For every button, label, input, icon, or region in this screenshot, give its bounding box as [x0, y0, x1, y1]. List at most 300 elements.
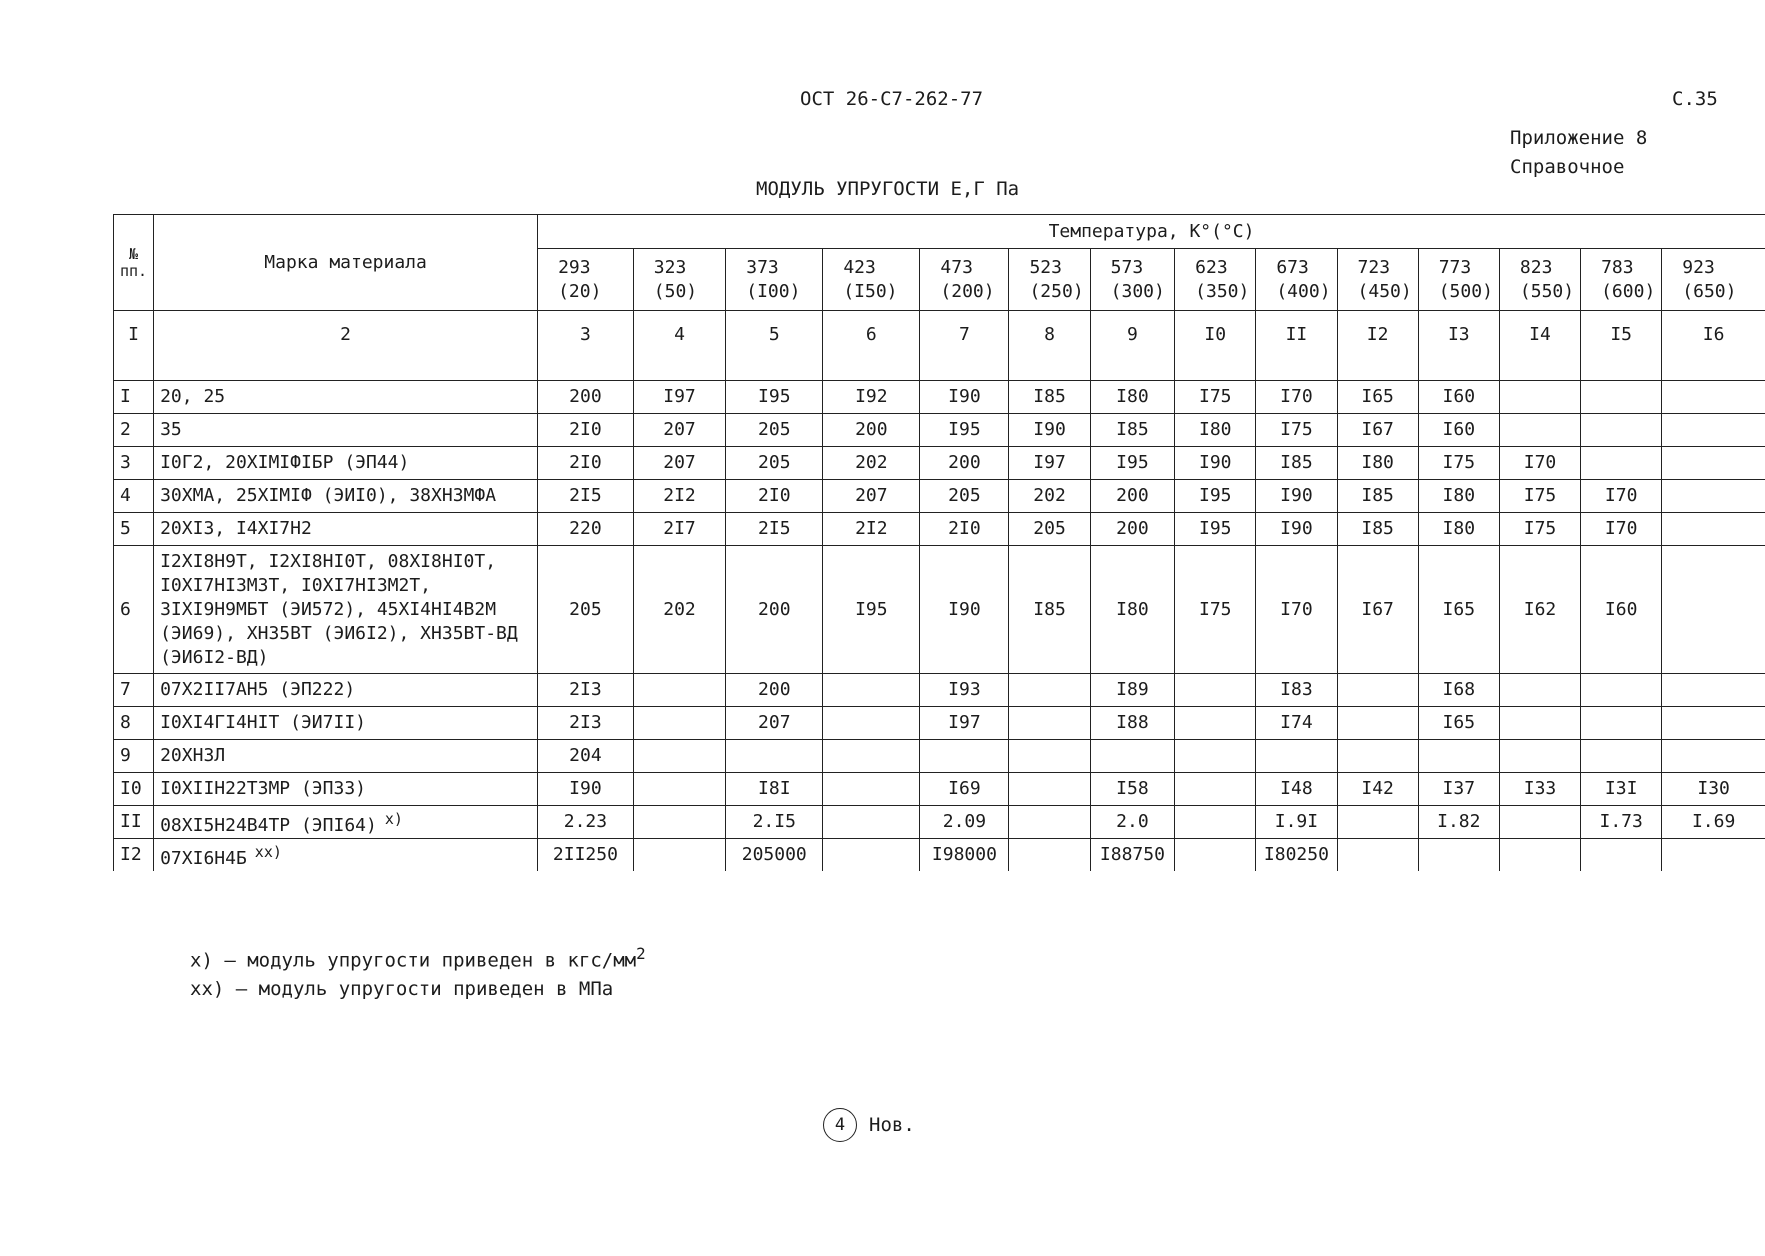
value-cell	[1256, 740, 1337, 773]
value-cell	[1662, 447, 1765, 480]
temperature-kelvin: 293	[558, 256, 591, 278]
temperature-kelvin: 523	[1029, 256, 1062, 278]
value-cell	[1499, 707, 1580, 740]
value-cell: 205	[726, 414, 823, 447]
temperature-celsius: (650)	[1682, 280, 1737, 302]
column-number-row	[114, 311, 1765, 359]
temperature-celsius: (600)	[1601, 280, 1656, 302]
value-cell	[1175, 707, 1256, 740]
temperature-kelvin: 783	[1601, 256, 1634, 278]
table-row	[114, 740, 1765, 773]
value-cell: I75	[1499, 480, 1580, 513]
temperature-header-cell	[538, 249, 634, 311]
material-line: I0XI7HI3M3T, I0XI7HI3M2T,	[160, 574, 432, 596]
value-cell	[1662, 674, 1765, 707]
value-cell	[1175, 773, 1256, 806]
appendix-line-2: Справочное	[1510, 156, 1625, 178]
value-cell: I48	[1256, 773, 1337, 806]
temperature-header: Температура, К°(°С)	[538, 215, 1765, 249]
value-cell	[633, 740, 725, 773]
value-cell: I80	[1175, 414, 1256, 447]
value-cell: 2I0	[920, 513, 1009, 546]
value-cell	[1581, 740, 1662, 773]
value-cell: I67	[1337, 546, 1418, 674]
value-cell	[633, 707, 725, 740]
value-cell: 200	[1090, 480, 1175, 513]
value-cell: I95	[726, 381, 823, 414]
value-cell	[1418, 839, 1499, 872]
value-cell: 205	[1009, 513, 1090, 546]
temperature-header-cell	[920, 249, 1009, 311]
value-cell: I88	[1090, 707, 1175, 740]
value-cell: I30	[1662, 773, 1765, 806]
value-cell: I60	[1581, 546, 1662, 674]
column-number: 3	[538, 311, 634, 359]
value-cell: I69	[920, 773, 1009, 806]
row-number: 8	[114, 707, 154, 740]
column-number: 7	[920, 311, 1009, 359]
material-cell	[154, 513, 538, 546]
value-cell: I.69	[1662, 806, 1765, 839]
row-number: I	[114, 381, 154, 414]
value-cell: I90	[920, 546, 1009, 674]
value-cell	[1175, 806, 1256, 839]
value-cell: I60	[1418, 414, 1499, 447]
temperature-kelvin: 373	[746, 256, 779, 278]
table-row	[114, 381, 1765, 414]
value-cell	[823, 839, 920, 872]
temperature-celsius: (550)	[1519, 280, 1575, 302]
material-name: 20, 25	[160, 386, 226, 407]
table-row	[114, 480, 1765, 513]
value-cell: I75	[1175, 381, 1256, 414]
value-cell: I90	[1175, 447, 1256, 480]
appendix-note	[1510, 124, 1647, 182]
value-cell	[1581, 381, 1662, 414]
value-cell	[1499, 674, 1580, 707]
value-cell	[1175, 674, 1256, 707]
value-cell: I37	[1418, 773, 1499, 806]
value-cell	[1418, 740, 1499, 773]
value-cell: 2I2	[633, 480, 725, 513]
value-cell: 2.09	[920, 806, 1009, 839]
value-cell: 2I0	[538, 447, 634, 480]
value-cell: 220	[538, 513, 634, 546]
footnote-x-superscript: 2	[636, 944, 646, 963]
value-cell: I75	[1499, 513, 1580, 546]
column-number: I	[114, 311, 154, 359]
value-cell: I90	[1256, 480, 1337, 513]
value-cell	[1009, 707, 1090, 740]
header-row-top	[114, 215, 1765, 249]
value-cell: 205	[920, 480, 1009, 513]
temperature-celsius: (200)	[940, 280, 995, 302]
material-name: I0Г2, 20XIMIФIБР (ЭП44)	[160, 452, 410, 473]
value-cell	[823, 674, 920, 707]
value-cell: 202	[633, 546, 725, 674]
column-number: II	[1256, 311, 1337, 359]
column-number: I6	[1662, 311, 1765, 359]
value-cell: 205000	[726, 839, 823, 872]
revision-mark	[823, 1108, 915, 1142]
column-number: 8	[1009, 311, 1090, 359]
spacer-row	[114, 359, 1765, 381]
temperature-kelvin: 423	[843, 256, 876, 278]
table-body	[114, 359, 1765, 872]
temperature-kelvin: 923	[1682, 256, 1715, 278]
value-cell: I80250	[1256, 839, 1337, 872]
appendix-line-1: Приложение 8	[1510, 127, 1648, 149]
temperature-header-cell	[1418, 249, 1499, 311]
value-cell: I90	[538, 773, 634, 806]
value-cell: 200	[538, 381, 634, 414]
value-cell	[823, 707, 920, 740]
value-cell: 2.I5	[726, 806, 823, 839]
material-cell	[154, 839, 538, 872]
col-no-header: № пп.	[114, 215, 154, 311]
temperature-header-cell	[1337, 249, 1418, 311]
table-row	[114, 839, 1765, 872]
column-number: I2	[1337, 311, 1418, 359]
column-number: I4	[1499, 311, 1580, 359]
material-name: 20XH3Л	[160, 745, 226, 766]
value-cell: I65	[1337, 381, 1418, 414]
value-cell: I70	[1256, 381, 1337, 414]
circled-number: 4	[823, 1108, 857, 1142]
material-cell	[154, 740, 538, 773]
elastic-modulus-table	[113, 214, 1765, 871]
value-cell: I70	[1499, 447, 1580, 480]
material-line: (ЭИ6I2-ВД)	[160, 646, 269, 668]
material-footnote-mark: x)	[384, 809, 403, 828]
value-cell: I85	[1009, 381, 1090, 414]
temperature-header-cell	[1090, 249, 1175, 311]
temperature-celsius: (250)	[1029, 280, 1084, 302]
value-cell	[1662, 839, 1765, 872]
value-cell: I80	[1418, 513, 1499, 546]
value-cell	[1009, 740, 1090, 773]
row-number: I0	[114, 773, 154, 806]
value-cell: 2I2	[823, 513, 920, 546]
material-line: 3IXI9H9MБT (ЭИ572), 45XI4HI4B2M	[160, 598, 497, 620]
value-cell	[1581, 707, 1662, 740]
row-number: 5	[114, 513, 154, 546]
value-cell: I80	[1090, 546, 1175, 674]
value-cell: I85	[1009, 546, 1090, 674]
value-cell: I95	[1175, 480, 1256, 513]
value-cell: 207	[633, 447, 725, 480]
value-cell	[633, 839, 725, 872]
value-cell: 204	[538, 740, 634, 773]
material-name: 35	[160, 419, 182, 440]
value-cell: I.9I	[1256, 806, 1337, 839]
temperature-kelvin: 673	[1276, 256, 1309, 278]
table-row	[114, 546, 1765, 674]
value-cell: 207	[823, 480, 920, 513]
value-cell: I83	[1256, 674, 1337, 707]
material-cell	[154, 414, 538, 447]
value-cell: I95	[1090, 447, 1175, 480]
material-name: 07X2II7AH5 (ЭП222)	[160, 679, 356, 700]
footnote-x-text: х) – модуль упругости приведен в кгс/мм	[190, 949, 637, 972]
value-cell: I85	[1337, 480, 1418, 513]
temperature-kelvin: 823	[1519, 256, 1553, 278]
value-cell: 205	[538, 546, 634, 674]
value-cell	[1009, 773, 1090, 806]
temperature-header-cell	[1499, 249, 1580, 311]
value-cell: I8I	[726, 773, 823, 806]
row-number: 2	[114, 414, 154, 447]
value-cell: 202	[1009, 480, 1090, 513]
value-cell: I95	[823, 546, 920, 674]
value-cell	[823, 806, 920, 839]
row-number: 9	[114, 740, 154, 773]
value-cell: I85	[1337, 513, 1418, 546]
value-cell: I68	[1418, 674, 1499, 707]
table-row	[114, 806, 1765, 839]
value-cell: I70	[1256, 546, 1337, 674]
value-cell: I90	[1256, 513, 1337, 546]
value-cell: 2.0	[1090, 806, 1175, 839]
table-row	[114, 447, 1765, 480]
column-number: 2	[154, 311, 538, 359]
temperature-kelvin: 473	[940, 256, 973, 278]
value-cell: I89	[1090, 674, 1175, 707]
material-cell	[154, 707, 538, 740]
temperature-kelvin: 773	[1438, 256, 1472, 278]
row-number: 6	[114, 546, 154, 674]
value-cell: I70	[1581, 513, 1662, 546]
value-cell: I90	[1009, 414, 1090, 447]
value-cell: 2.23	[538, 806, 634, 839]
value-cell	[1175, 740, 1256, 773]
material-cell	[154, 773, 538, 806]
value-cell	[1662, 414, 1765, 447]
value-cell: I.82	[1418, 806, 1499, 839]
temperature-celsius: (20)	[558, 280, 602, 302]
material-line: I2XI8H9T, I2XI8HI0T, 08XI8HI0T,	[160, 550, 497, 572]
row-number: 7	[114, 674, 154, 707]
temperature-header-cell	[1009, 249, 1090, 311]
value-cell: 200	[1090, 513, 1175, 546]
value-cell	[1581, 447, 1662, 480]
value-cell	[823, 773, 920, 806]
value-cell: I92	[823, 381, 920, 414]
value-cell: I42	[1337, 773, 1418, 806]
table-row	[114, 513, 1765, 546]
temperature-header-cell	[1175, 249, 1256, 311]
value-cell: 2I5	[538, 480, 634, 513]
value-cell: I97	[633, 381, 725, 414]
material-name: 30XMA, 25XIMIФ (ЭИI0), 38XH3MФA	[160, 485, 497, 506]
material-name: I0XIIH22T3MP (ЭП33)	[160, 778, 366, 799]
temperature-kelvin: 573	[1110, 256, 1144, 278]
value-cell: 200	[920, 447, 1009, 480]
value-cell	[1581, 414, 1662, 447]
temperature-kelvin: 723	[1357, 256, 1391, 278]
temperature-celsius: (350)	[1195, 280, 1250, 302]
temperature-header-cell	[1256, 249, 1337, 311]
value-cell: 2II250	[538, 839, 634, 872]
value-cell: 2I0	[538, 414, 634, 447]
column-number: I3	[1418, 311, 1499, 359]
value-cell	[1337, 707, 1418, 740]
value-cell: I75	[1256, 414, 1337, 447]
value-cell	[1175, 839, 1256, 872]
column-number: 4	[633, 311, 725, 359]
value-cell	[1499, 414, 1580, 447]
table-title: МОДУЛЬ УПРУГОСТИ Е,Г Па	[756, 178, 1020, 200]
value-cell: 2I7	[633, 513, 725, 546]
value-cell	[1662, 546, 1765, 674]
material-cell	[154, 381, 538, 414]
value-cell: I98000	[920, 839, 1009, 872]
temperature-celsius: (50)	[653, 280, 698, 302]
value-cell	[1337, 806, 1418, 839]
row-number: I2	[114, 839, 154, 872]
value-cell	[1337, 839, 1418, 872]
material-name: 07XI6H4Б	[160, 847, 247, 869]
table-row	[114, 414, 1765, 447]
value-cell	[1662, 513, 1765, 546]
value-cell: I3I	[1581, 773, 1662, 806]
value-cell: I65	[1418, 546, 1499, 674]
value-cell	[1499, 381, 1580, 414]
temperature-celsius: (400)	[1276, 280, 1331, 302]
value-cell	[1499, 740, 1580, 773]
column-number: 5	[726, 311, 823, 359]
value-cell	[1499, 839, 1580, 872]
value-cell: 2I5	[726, 513, 823, 546]
value-cell: 202	[823, 447, 920, 480]
value-cell: I75	[1175, 546, 1256, 674]
value-cell	[1337, 674, 1418, 707]
material-cell	[154, 806, 538, 839]
value-cell	[633, 773, 725, 806]
value-cell: I90	[920, 381, 1009, 414]
temperature-header-cell	[633, 249, 725, 311]
value-cell: I60	[1418, 381, 1499, 414]
value-cell: I67	[1337, 414, 1418, 447]
table-row	[114, 674, 1765, 707]
column-number: 6	[823, 311, 920, 359]
footnote-x	[190, 944, 646, 971]
temperature-kelvin: 623	[1195, 256, 1228, 278]
value-cell: I.73	[1581, 806, 1662, 839]
value-cell: I88750	[1090, 839, 1175, 872]
value-cell	[1337, 740, 1418, 773]
temperature-header-cell	[1662, 249, 1765, 311]
material-cell	[154, 546, 538, 674]
value-cell: I62	[1499, 546, 1580, 674]
value-cell: 2I3	[538, 707, 634, 740]
value-cell: 207	[726, 707, 823, 740]
page-number: С.35	[1672, 88, 1718, 110]
temperature-celsius: (I00)	[746, 280, 801, 302]
document-code: ОСТ 26-С7-262-77	[800, 88, 984, 110]
temperature-kelvin: 323	[653, 256, 687, 278]
material-name: I0XI4ГI4HIT (ЭИ7II)	[160, 712, 366, 733]
value-cell: I65	[1418, 707, 1499, 740]
value-cell: I80	[1337, 447, 1418, 480]
value-cell	[1499, 806, 1580, 839]
value-cell: 200	[726, 674, 823, 707]
value-cell: I58	[1090, 773, 1175, 806]
value-cell: 200	[726, 546, 823, 674]
value-cell: I97	[1009, 447, 1090, 480]
value-cell	[633, 806, 725, 839]
value-cell: I80	[1418, 480, 1499, 513]
value-cell	[1662, 480, 1765, 513]
value-cell	[1009, 839, 1090, 872]
value-cell: I75	[1418, 447, 1499, 480]
value-cell: I33	[1499, 773, 1580, 806]
temperature-celsius: (300)	[1110, 280, 1165, 302]
temperature-header-cell	[823, 249, 920, 311]
value-cell	[1662, 381, 1765, 414]
value-cell	[1662, 707, 1765, 740]
column-number: 9	[1090, 311, 1175, 359]
table-row	[114, 773, 1765, 806]
material-cell	[154, 674, 538, 707]
value-cell: I70	[1581, 480, 1662, 513]
column-number: I0	[1175, 311, 1256, 359]
row-number: 3	[114, 447, 154, 480]
value-cell: I97	[920, 707, 1009, 740]
value-cell	[920, 740, 1009, 773]
value-cell	[726, 740, 823, 773]
temperature-header-cell	[1581, 249, 1662, 311]
value-cell: I95	[920, 414, 1009, 447]
value-cell: I85	[1256, 447, 1337, 480]
material-cell	[154, 480, 538, 513]
value-cell: I85	[1090, 414, 1175, 447]
value-cell: 2I3	[538, 674, 634, 707]
material-footnote-mark: xx)	[254, 842, 282, 861]
value-cell	[1662, 740, 1765, 773]
temperature-header-cell	[726, 249, 823, 311]
value-cell	[633, 674, 725, 707]
value-cell: I95	[1175, 513, 1256, 546]
value-cell	[1090, 740, 1175, 773]
row-number: 4	[114, 480, 154, 513]
temperature-celsius: (450)	[1357, 280, 1412, 302]
temperature-celsius: (I50)	[843, 280, 898, 302]
material-line: (ЭИ69), XH35BT (ЭИ6I2), XH35BT-ВД	[160, 622, 518, 644]
temperature-celsius: (500)	[1438, 280, 1493, 302]
value-cell: 207	[633, 414, 725, 447]
column-number: I5	[1581, 311, 1662, 359]
material-name: 08XI5H24B4TP (ЭПI64)	[160, 814, 377, 836]
revision-label: Нов.	[869, 1114, 915, 1136]
value-cell: 200	[823, 414, 920, 447]
col-material-header: Марка материала	[154, 215, 538, 311]
row-number: II	[114, 806, 154, 839]
material-name: 20XI3, I4XI7H2	[160, 518, 312, 539]
value-cell	[1581, 674, 1662, 707]
value-cell	[1581, 839, 1662, 872]
value-cell	[1009, 806, 1090, 839]
value-cell: I80	[1090, 381, 1175, 414]
value-cell: I74	[1256, 707, 1337, 740]
value-cell: 205	[726, 447, 823, 480]
table-row	[114, 707, 1765, 740]
value-cell	[1009, 674, 1090, 707]
material-cell	[154, 447, 538, 480]
value-cell: I93	[920, 674, 1009, 707]
value-cell	[823, 740, 920, 773]
value-cell: 2I0	[726, 480, 823, 513]
